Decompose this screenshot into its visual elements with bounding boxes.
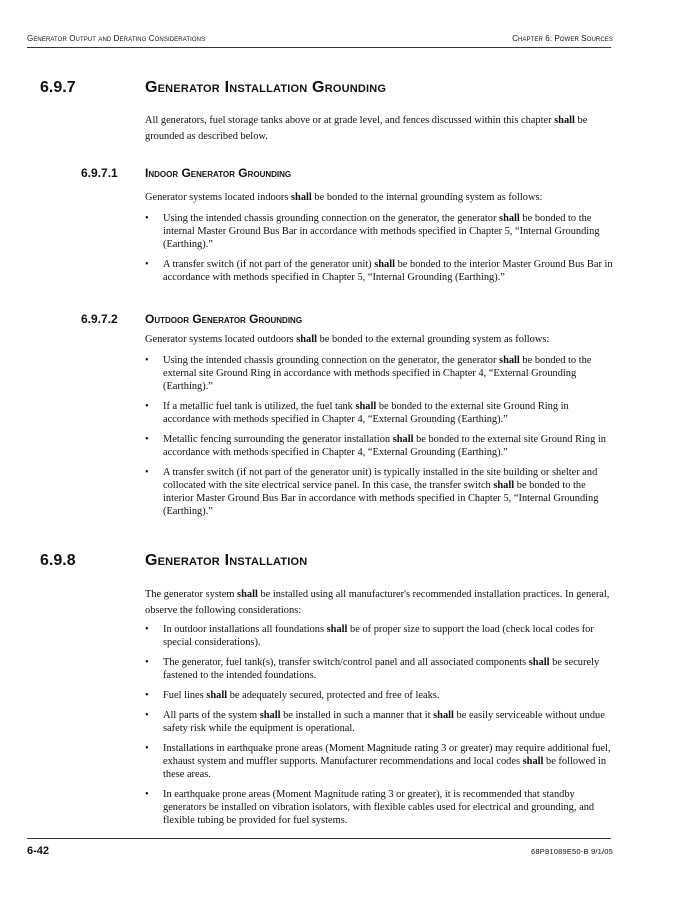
section-intro: All generators, fuel storage tanks above or at grade level, and fences discussed within this chapter shall be grounded as described below.: [145, 115, 588, 142]
subsection-number: 6.9.7.2: [81, 312, 118, 326]
bullet-item: • A transfer switch (if not part of the generator unit) is typically installed in the site building or shelter and collocated with the site electrical service panel. In this case, the transfer switch shall be bonded to the interior Master Ground Bus Bar in accordance with methods specified in Chapter 5, “Internal Grounding (Earthing).”: [145, 466, 617, 518]
bullet-item: • Fuel lines shall be adequately secured, protected and free of leaks.: [145, 689, 617, 702]
bullet-item: • Using the intended chassis grounding connection on the generator, the generator shall be bonded to the external site Ground Ring in accordance with methods specified in Chapter 4, “External Grounding (Earthing).”: [145, 354, 617, 393]
bullet-item: • A transfer switch (if not part of the generator unit) shall be bonded to the interior Master Ground Bus Bar in accordance with methods specified in Chapter 5, “Internal Grounding (Earthing).”: [145, 258, 617, 284]
header-rule: [27, 47, 611, 48]
bullet-list: [145, 623, 617, 834]
bullet-item: • Using the intended chassis grounding connection on the generator, the generator shall be bonded to the internal Master Ground Bus Bar in accordance with methods specified in Chapter 5, “Internal Grounding (Earthing).”: [145, 212, 617, 251]
bullet-item: • In outdoor installations all foundations shall be of proper size to support the load (check local codes for special considerations).: [145, 623, 617, 649]
bullet-item: • The generator, fuel tank(s), transfer switch/control panel and all associated components shall be securely fastened to the intended foundations.: [145, 656, 617, 682]
bullet-list: [145, 212, 617, 291]
bullet-item: • In earthquake prone areas (Moment Magnitude rating 3 or greater), it is recommended that standby generators be installed on vibration isolators, with flexible cables used for electrical and grounding, and flexible tubing be provided for fuel systems.: [145, 788, 617, 827]
section-intro: The generator system shall be installed using all manufacturer's recommended installation practices. In general, observe the following considerations:: [145, 589, 610, 616]
bullet-item: • All parts of the system shall be installed in such a manner that it shall be easily serviceable without undue safety risk while the equipment is operational.: [145, 709, 617, 735]
running-header-right: Chapter 6: Power Sources: [512, 34, 613, 43]
subsection-title: Outdoor Generator Grounding: [145, 312, 303, 326]
subsection-title: Indoor Generator Grounding: [145, 166, 292, 180]
section-title: Generator Installation: [145, 552, 308, 569]
bullet-item: • Installations in earthquake prone areas (Moment Magnitude rating 3 or greater) may require additional fuel, exhaust system and muffler supports. Manufacturer recommendations and local codes shall be followed in these areas.: [145, 742, 617, 781]
subsection-number: 6.9.7.1: [81, 166, 118, 180]
bullet-item: • Metallic fencing surrounding the generator installation shall be bonded to the external site Ground Ring in accordance with methods specified in Chapter 4, “External Grounding (Earthing).”: [145, 433, 617, 459]
bullet-list: [145, 354, 617, 525]
running-header-left: Generator Output and Derating Considerations: [27, 34, 206, 43]
section-number: 6.9.7: [40, 79, 76, 96]
section-number: 6.9.8: [40, 552, 76, 569]
footer-rule: [27, 838, 611, 839]
subsection-intro: Generator systems located outdoors shall be bonded to the external grounding system as follows:: [145, 334, 550, 345]
page-number: 6-42: [27, 845, 50, 857]
section-title: Generator Installation Grounding: [145, 79, 387, 96]
document-id: 68P81089E50-B 9/1/05: [531, 847, 613, 856]
bullet-item: • If a metallic fuel tank is utilized, the fuel tank shall be bonded to the external site Ground Ring in accordance with methods specified in Chapter 4, “External Grounding (Earthing).”: [145, 400, 617, 426]
subsection-intro: Generator systems located indoors shall be bonded to the internal grounding system as follows:: [145, 192, 543, 203]
